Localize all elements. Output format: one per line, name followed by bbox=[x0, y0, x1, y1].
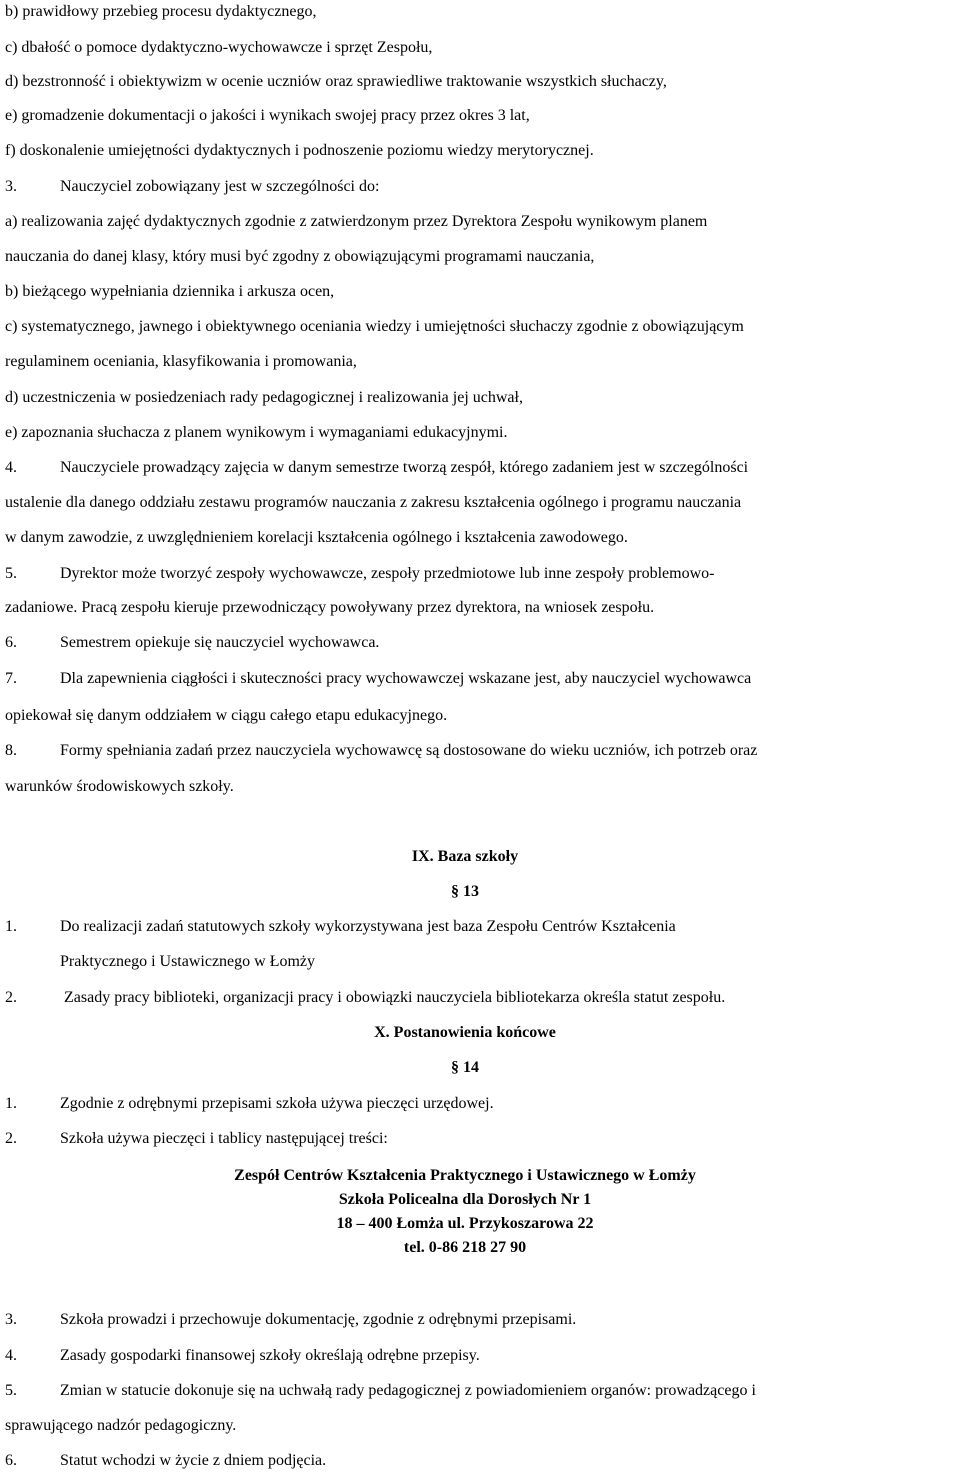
stamp-line: Szkoła Policealna dla Dorosłych Nr 1 bbox=[338, 1191, 592, 1208]
list-item: c) systematycznego, jawnego i obiektywnego oceniania wiedzy i umiejętności słuchaczy zgodnie z obowiązującym bbox=[5, 318, 744, 335]
paragraph-number: 2. bbox=[5, 989, 17, 1006]
paragraph-4 bbox=[5, 458, 748, 478]
paragraph-text: Dla zapewnienia ciągłości i skuteczności pracy wychowawczej wskazane jest, aby nauczyciel wychowawca bbox=[60, 670, 752, 687]
paragraph-text-line: Praktycznego i Ustawicznego w Łomży bbox=[60, 953, 316, 970]
paragraph-text: Nauczyciele prowadzący zajęcia w danym semestrze tworzą zespół, którego zadaniem jest w szczególności bbox=[60, 459, 749, 476]
paragraph-text: Zasady gospodarki finansowej szkoły określają odrębne przepisy. bbox=[60, 1347, 480, 1364]
paragraph-number: 6. bbox=[5, 1452, 17, 1469]
section9-item-1 bbox=[5, 917, 676, 937]
section9-item-2 bbox=[5, 988, 725, 1008]
list-item: f) doskonalenie umiejętności dydaktycznych i podnoszenie poziomu wiedzy merytorycznej. bbox=[5, 142, 594, 159]
paragraph-text: Szkoła prowadzi i przechowuje dokumentację, zgodnie z odrębnymi przepisami. bbox=[60, 1311, 577, 1328]
paragraph-text: Statut wchodzi w życie z dniem podjęcia. bbox=[60, 1452, 327, 1469]
paragraph-number: 5. bbox=[5, 1382, 17, 1399]
paragraph-text-line: opiekował się danym oddziałem w ciągu całego etapu edukacyjnego. bbox=[5, 707, 448, 724]
paragraph-number: 1. bbox=[5, 918, 17, 935]
paragraph-7 bbox=[5, 669, 751, 689]
paragraph-number: 5. bbox=[5, 565, 17, 582]
list-item: e) gromadzenie dokumentacji o jakości i wynikach swojej pracy przez okres 3 lat, bbox=[5, 107, 530, 124]
paragraph-text: Semestrem opiekuje się nauczyciel wychowawca. bbox=[60, 634, 380, 651]
section-sign-icon: § bbox=[451, 883, 463, 900]
paragraph-6 bbox=[5, 633, 379, 653]
list-item: regulaminem oceniania, klasyfikowania i promowania, bbox=[5, 353, 357, 370]
paragraph-number: 1. bbox=[5, 1095, 17, 1112]
paragraph-number: 7. bbox=[5, 670, 17, 687]
section10-item-5 bbox=[5, 1381, 756, 1401]
paragraph-text: Zgodnie z odrębnymi przepisami szkoła używa pieczęci urzędowej. bbox=[60, 1095, 494, 1112]
paragraph-text-line: warunków środowiskowych szkoły. bbox=[5, 778, 234, 795]
list-item: d) uczestniczenia w posiedzeniach rady pedagogicznej i realizowania jej uchwał, bbox=[5, 389, 523, 406]
list-item: a) realizowania zajęć dydaktycznych zgodnie z zatwierdzonym przez Dyrektora Zespołu wynikowym planem bbox=[5, 213, 708, 230]
section-number bbox=[0, 882, 930, 902]
section10-item-3 bbox=[5, 1310, 576, 1330]
paragraph-text: Szkoła używa pieczęci i tablicy następującej treści: bbox=[60, 1130, 388, 1147]
section10-item-2 bbox=[5, 1129, 388, 1149]
paragraph-text-line: zadaniowe. Pracą zespołu kieruje przewodniczący powoływany przez dyrektora, na wniosek zespołu. bbox=[5, 599, 655, 616]
paragraph-number: 3. bbox=[5, 1311, 17, 1328]
list-item: d) bezstronność i obiektywizm w ocenie uczniów oraz sprawiedliwe traktowanie wszystkich słuchaczy, bbox=[5, 73, 667, 90]
paragraph-number: 4. bbox=[5, 1347, 17, 1364]
paragraph-text: Do realizacji zadań statutowych szkoły wykorzystywana jest baza Zespołu Centrów Kształcenia bbox=[60, 918, 676, 935]
list-item: e) zapoznania słuchacza z planem wynikowym i wymaganiami edukacyjnymi. bbox=[5, 424, 508, 441]
paragraph-text: Dyrektor może tworzyć zespoły wychowawcze, zespoły przedmiotowe lub inne zespoły problemowo- bbox=[60, 565, 715, 582]
stamp-line: Zespół Centrów Kształcenia Praktycznego i Ustawicznego w Łomży bbox=[234, 1167, 696, 1184]
paragraph-text-line: w danym zawodzie, z uwzględnieniem korelacji kształcenia ogólnego i kształcenia zawodowego. bbox=[5, 529, 628, 546]
stamp-line: tel. 0-86 218 27 90 bbox=[403, 1239, 527, 1256]
section-heading: X. Postanowienia końcowe bbox=[374, 1024, 556, 1041]
paragraph-text: Nauczyciel zobowiązany jest w szczególności do: bbox=[60, 178, 380, 195]
paragraph-text: Zasady pracy biblioteki, organizacji pracy i obowiązki nauczyciela bibliotekarza określa statut zespołu. bbox=[60, 989, 726, 1006]
paragraph-number: 2. bbox=[5, 1130, 17, 1147]
paragraph-text-line: sprawującego nadzór pedagogiczny. bbox=[5, 1417, 237, 1434]
list-item: nauczania do danej klasy, który musi być zgodny z obowiązującymi programami nauczania, bbox=[5, 248, 595, 265]
paragraph-number: 6. bbox=[5, 634, 17, 651]
section10-item-4 bbox=[5, 1346, 480, 1366]
paragraph-text: Zmian w statucie dokonuje się na uchwałą rady pedagogicznej z powiadomieniem organów: prowadzącego i bbox=[60, 1382, 756, 1399]
section-number bbox=[0, 1058, 930, 1078]
stamp-line: 18 – 400 Łomża ul. Przykoszarowa 22 bbox=[336, 1215, 594, 1232]
paragraph-3 bbox=[5, 177, 379, 197]
section-sign-number: 14 bbox=[463, 1059, 479, 1076]
section-sign-icon: § bbox=[451, 1059, 463, 1076]
list-item: c) dbałość o pomoce dydaktyczno-wychowawcze i sprzęt Zespołu, bbox=[5, 39, 433, 56]
list-item: b) prawidłowy przebieg procesu dydaktycznego, bbox=[5, 3, 317, 20]
paragraph-text: Formy spełniania zadań przez nauczyciela wychowawcę są dostosowane do wieku uczniów, ich potrzeb oraz bbox=[60, 742, 758, 759]
stamp-text bbox=[0, 1164, 930, 1260]
paragraph-number: 8. bbox=[5, 742, 17, 759]
paragraph-number: 3. bbox=[5, 178, 17, 195]
paragraph-text-line: ustalenie dla danego oddziału zestawu programów nauczania z zakresu kształcenia ogólnego i programu nauczania bbox=[5, 494, 742, 511]
section10-item-6 bbox=[5, 1451, 326, 1471]
list-item: b) bieżącego wypełniania dziennika i arkusza ocen, bbox=[5, 283, 335, 300]
section10-item-1 bbox=[5, 1094, 494, 1114]
paragraph-number: 4. bbox=[5, 459, 17, 476]
section-sign-number: 13 bbox=[463, 883, 479, 900]
paragraph-8 bbox=[5, 741, 757, 761]
paragraph-5 bbox=[5, 564, 714, 584]
section-heading: IX. Baza szkoły bbox=[411, 848, 519, 865]
